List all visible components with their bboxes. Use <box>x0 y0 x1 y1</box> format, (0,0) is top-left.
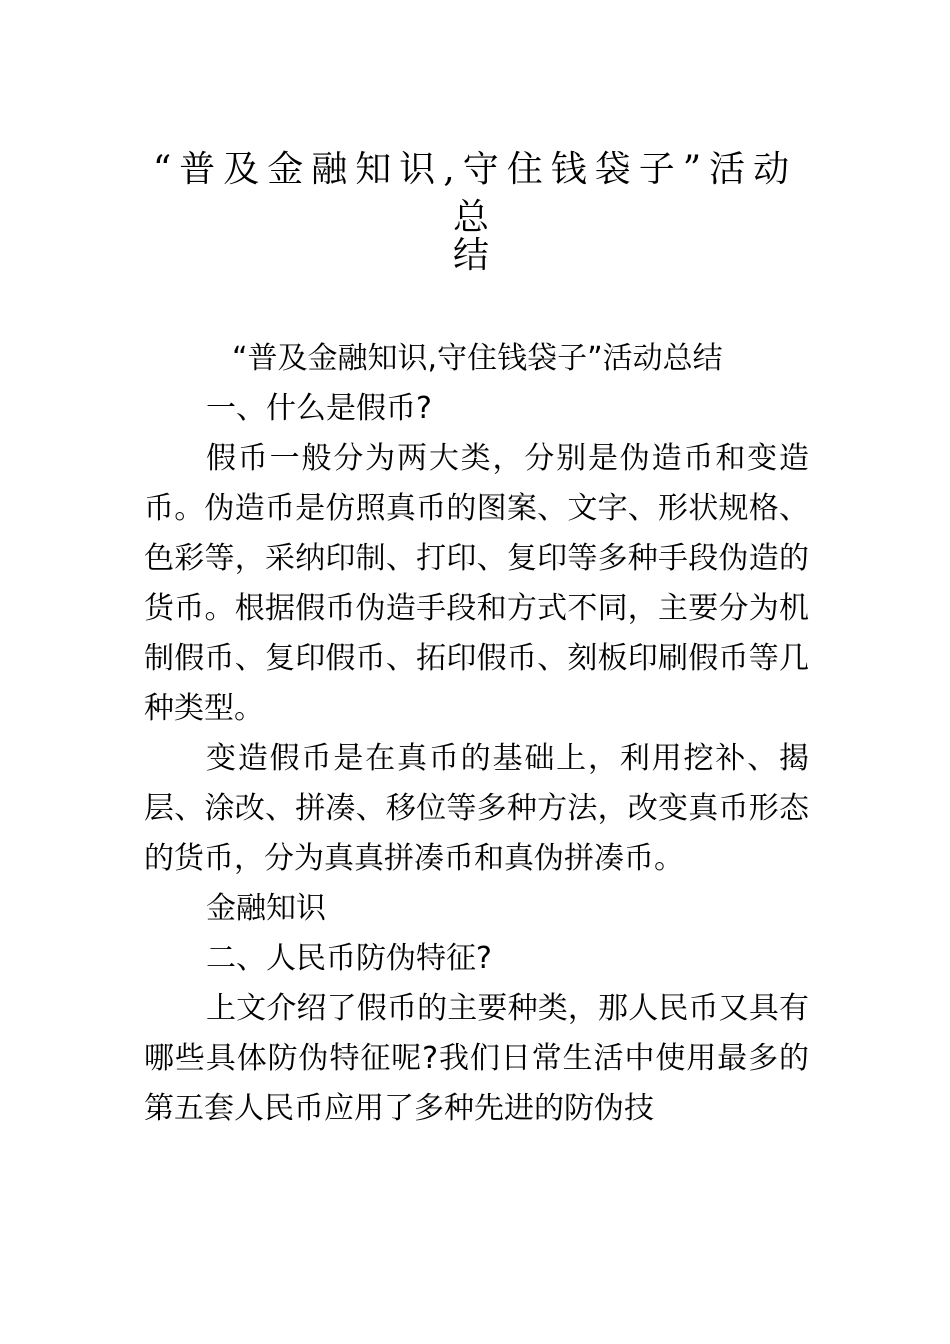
section-heading-1: 一、什么是假币? <box>206 391 432 426</box>
paragraph-altered-currency: 变造假币是在真币的基础上，利用挖补、揭层、涂改、拼凑、移位等多种方法，改变真币形态的货币，分为真真拼凑币和真伪拼凑币。 <box>144 741 809 876</box>
document-title-line-2: 结 <box>452 235 497 276</box>
paragraph-anti-counterfeit: 上文介绍了假币的主要种类，那人民币又具有哪些具体防伪特征呢?我们日常生活中使用最多的第五套人民币应用了多种先进的防伪技 <box>144 991 809 1126</box>
paragraph-financial-knowledge: 金融知识 <box>206 891 326 926</box>
document-body <box>144 334 809 1134</box>
section-heading-2: 二、人民币防伪特征? <box>206 941 492 976</box>
body-subtitle: “普及金融知识,守住钱袋子”活动总结 <box>232 341 723 376</box>
paragraph-counterfeit-types: 假币一般分为两大类，分别是伪造币和变造币。伪造币是仿照真币的图案、文字、形状规格、色彩等，采纳印制、打印、复印等多种手段伪造的货币。根据假币伪造手段和方式不同，主要分为机制假币、复印假币、拓印假币、刻板印刷假币等几种类型。 <box>144 441 809 726</box>
document-title-line-1: “普及金融知识,守住钱袋子”活动总 <box>152 149 798 238</box>
